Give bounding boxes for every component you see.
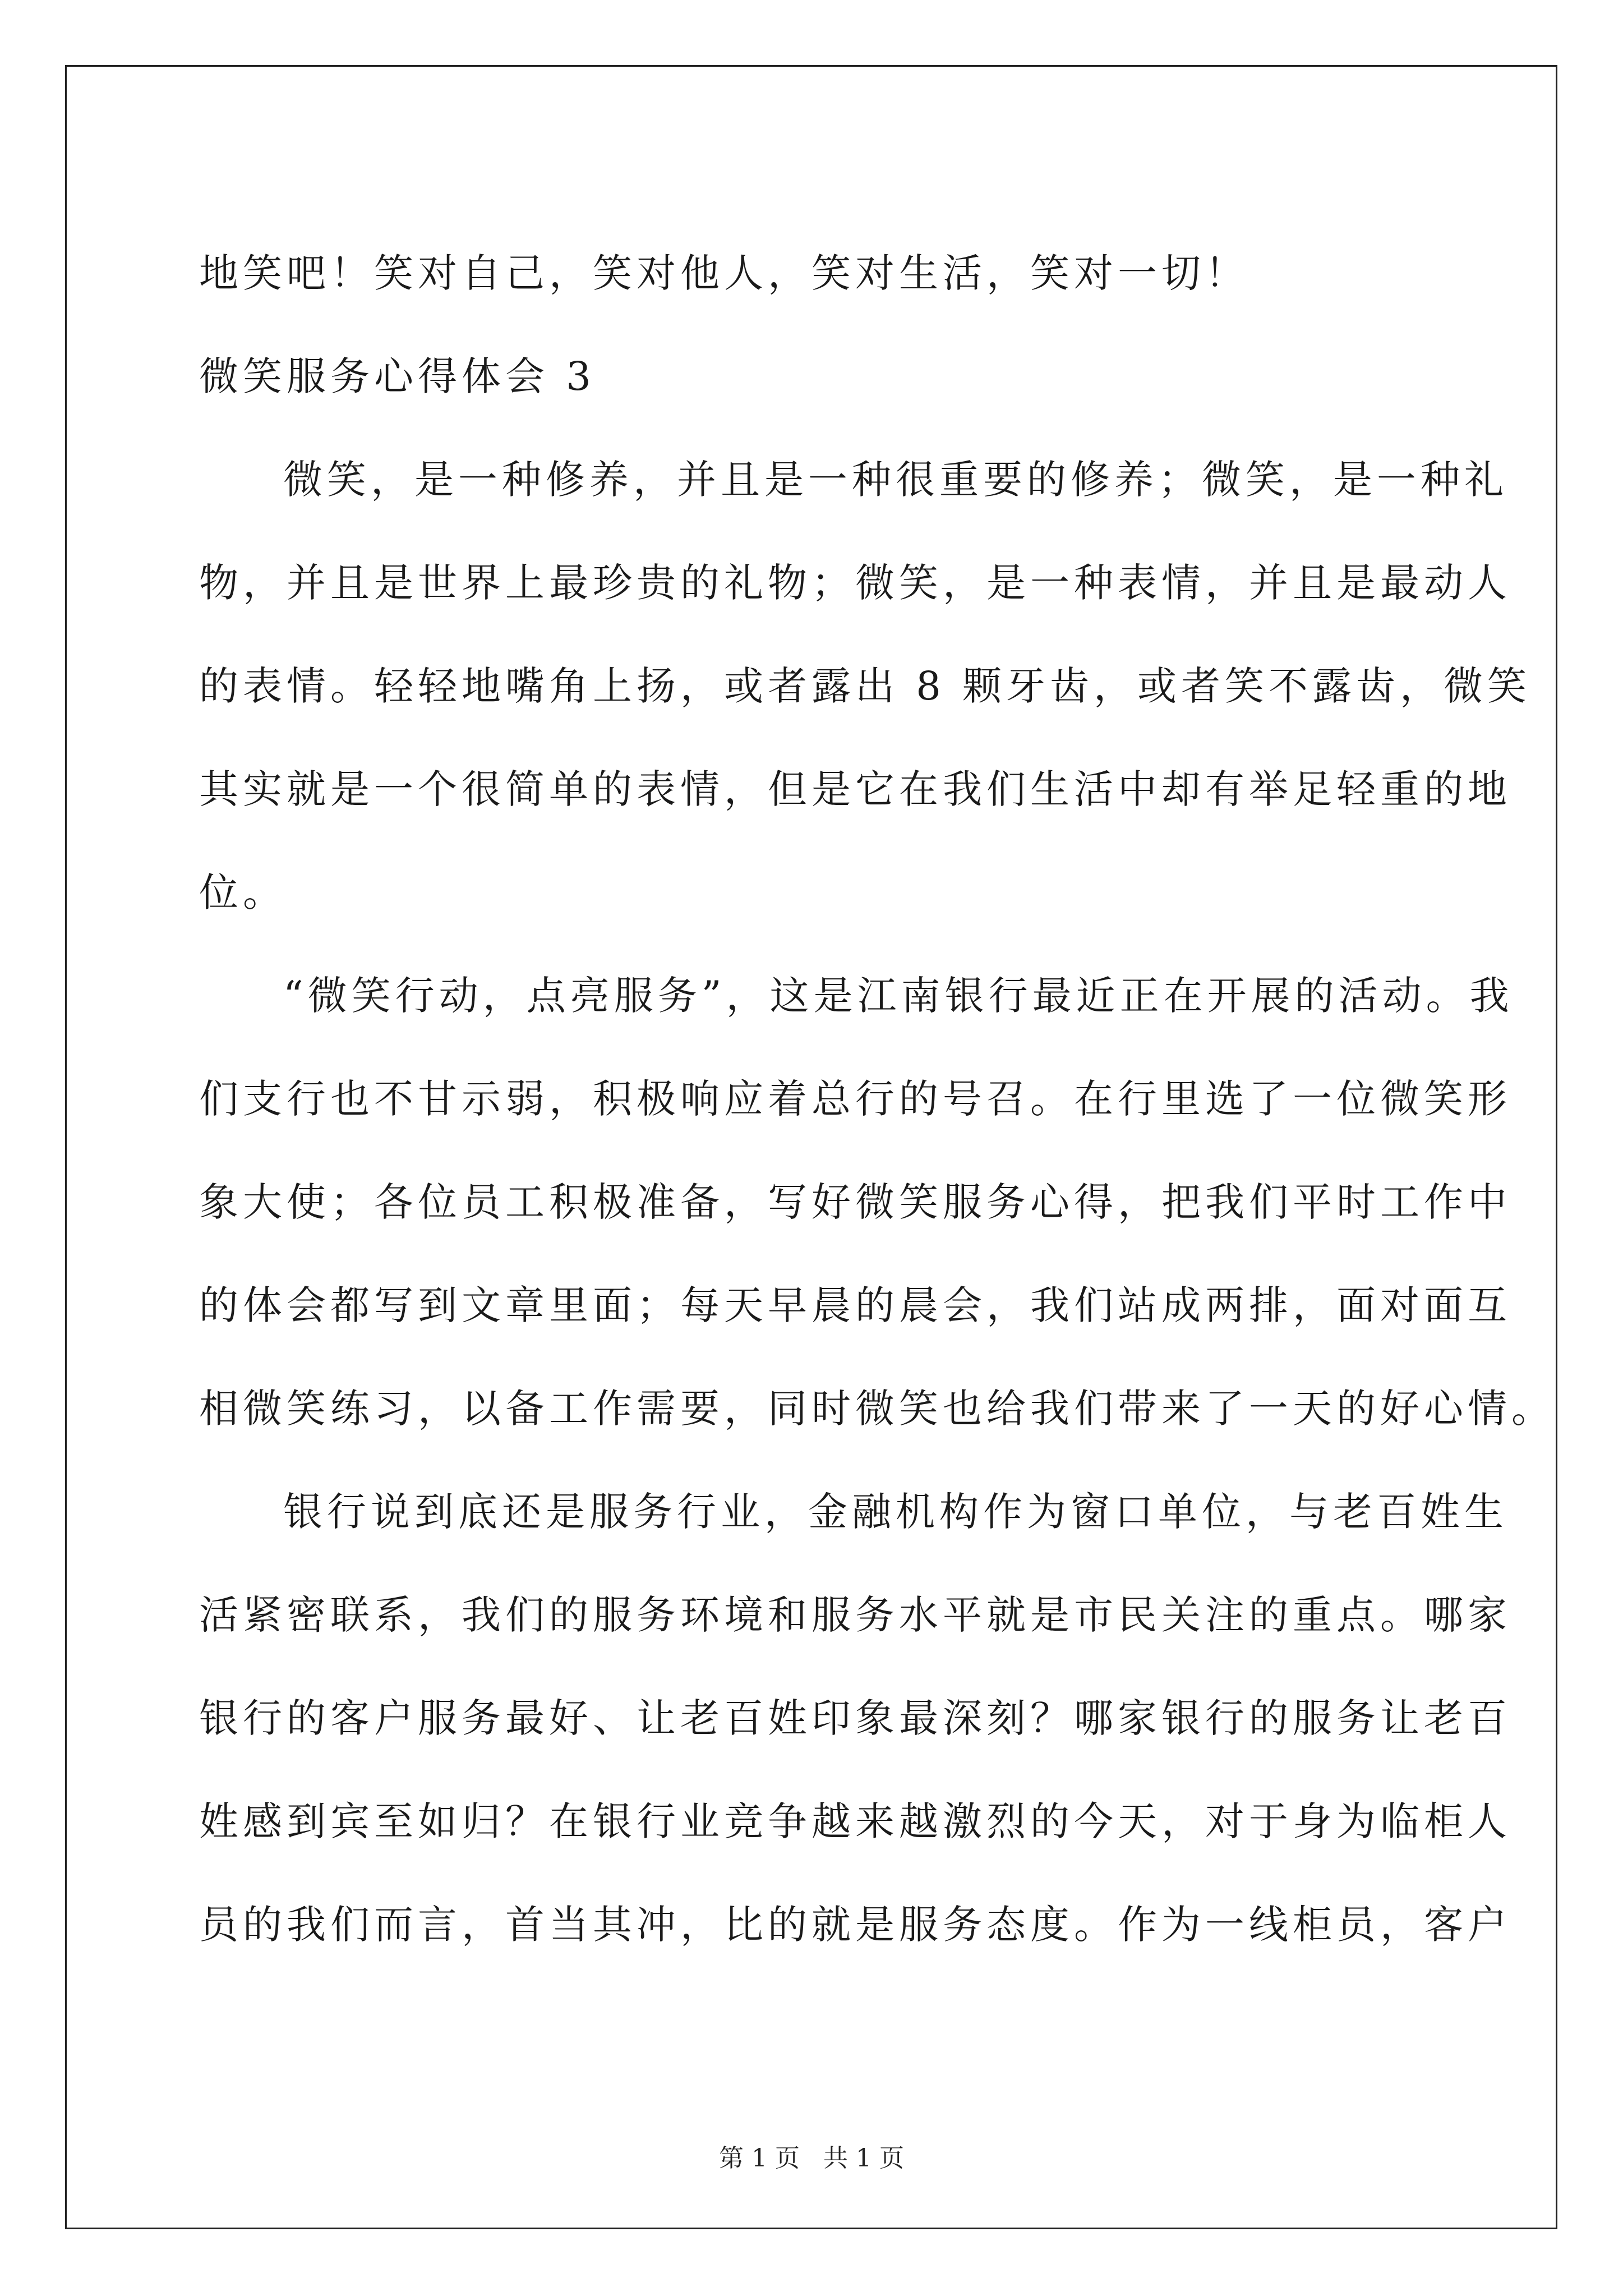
text-line: 地笑吧！笑对自己，笑对他人，笑对生活，笑对一切！ — [199, 250, 1249, 296]
paragraph-line: 物，并且是世界上最珍贵的礼物；微笑，是一种表情，并且是最动人 — [199, 560, 1511, 606]
paragraph-line: 银行说到底还是服务行业，金融机构作为窗口单位，与老百姓生 — [283, 1489, 1508, 1535]
paragraph-line: 位。 — [199, 869, 287, 915]
paragraph-line: 象大使；各位员工积极准备，写好微笑服务心得，把我们平时工作中 — [199, 1179, 1511, 1225]
section-heading: 微笑服务心得体会 3 — [199, 353, 596, 399]
paragraph-line: “微笑行动，点亮服务”，这是江南银行最近正在开展的活动。我 — [283, 973, 1514, 1019]
paragraph-line: 相微笑练习，以备工作需要，同时微笑也给我们带来了一天的好心情。 — [199, 1386, 1555, 1432]
paragraph-line: 们支行也不甘示弱，积极响应着总行的号召。在行里选了一位微笑形 — [199, 1076, 1511, 1122]
paragraph-line: 员的我们而言，首当其冲，比的就是服务态度。作为一线柜员，客户 — [199, 1902, 1511, 1948]
paragraph-line: 银行的客户服务最好、让老百姓印象最深刻？哪家银行的服务让老百 — [199, 1695, 1511, 1741]
paragraph-line: 的体会都写到文章里面；每天早晨的晨会，我们站成两排，面对面互 — [199, 1282, 1511, 1328]
document-body — [199, 222, 1555, 1976]
paragraph-line: 微笑，是一种修养，并且是一种很重要的修养；微笑，是一种礼 — [283, 457, 1508, 503]
paragraph-line: 活紧密联系，我们的服务环境和服务水平就是市民关注的重点。哪家 — [199, 1592, 1511, 1638]
page-footer: 第 1 页 共 1 页 — [719, 2144, 904, 2173]
paragraph-line: 姓感到宾至如归？在银行业竞争越来越激烈的今天，对于身为临柜人 — [199, 1798, 1511, 1844]
paragraph-line: 其实就是一个很简单的表情，但是它在我们生活中却有举足轻重的地 — [199, 766, 1511, 812]
paragraph-line: 的表情。轻轻地嘴角上扬，或者露出 8 颗牙齿，或者笑不露齿，微笑 — [199, 663, 1532, 709]
